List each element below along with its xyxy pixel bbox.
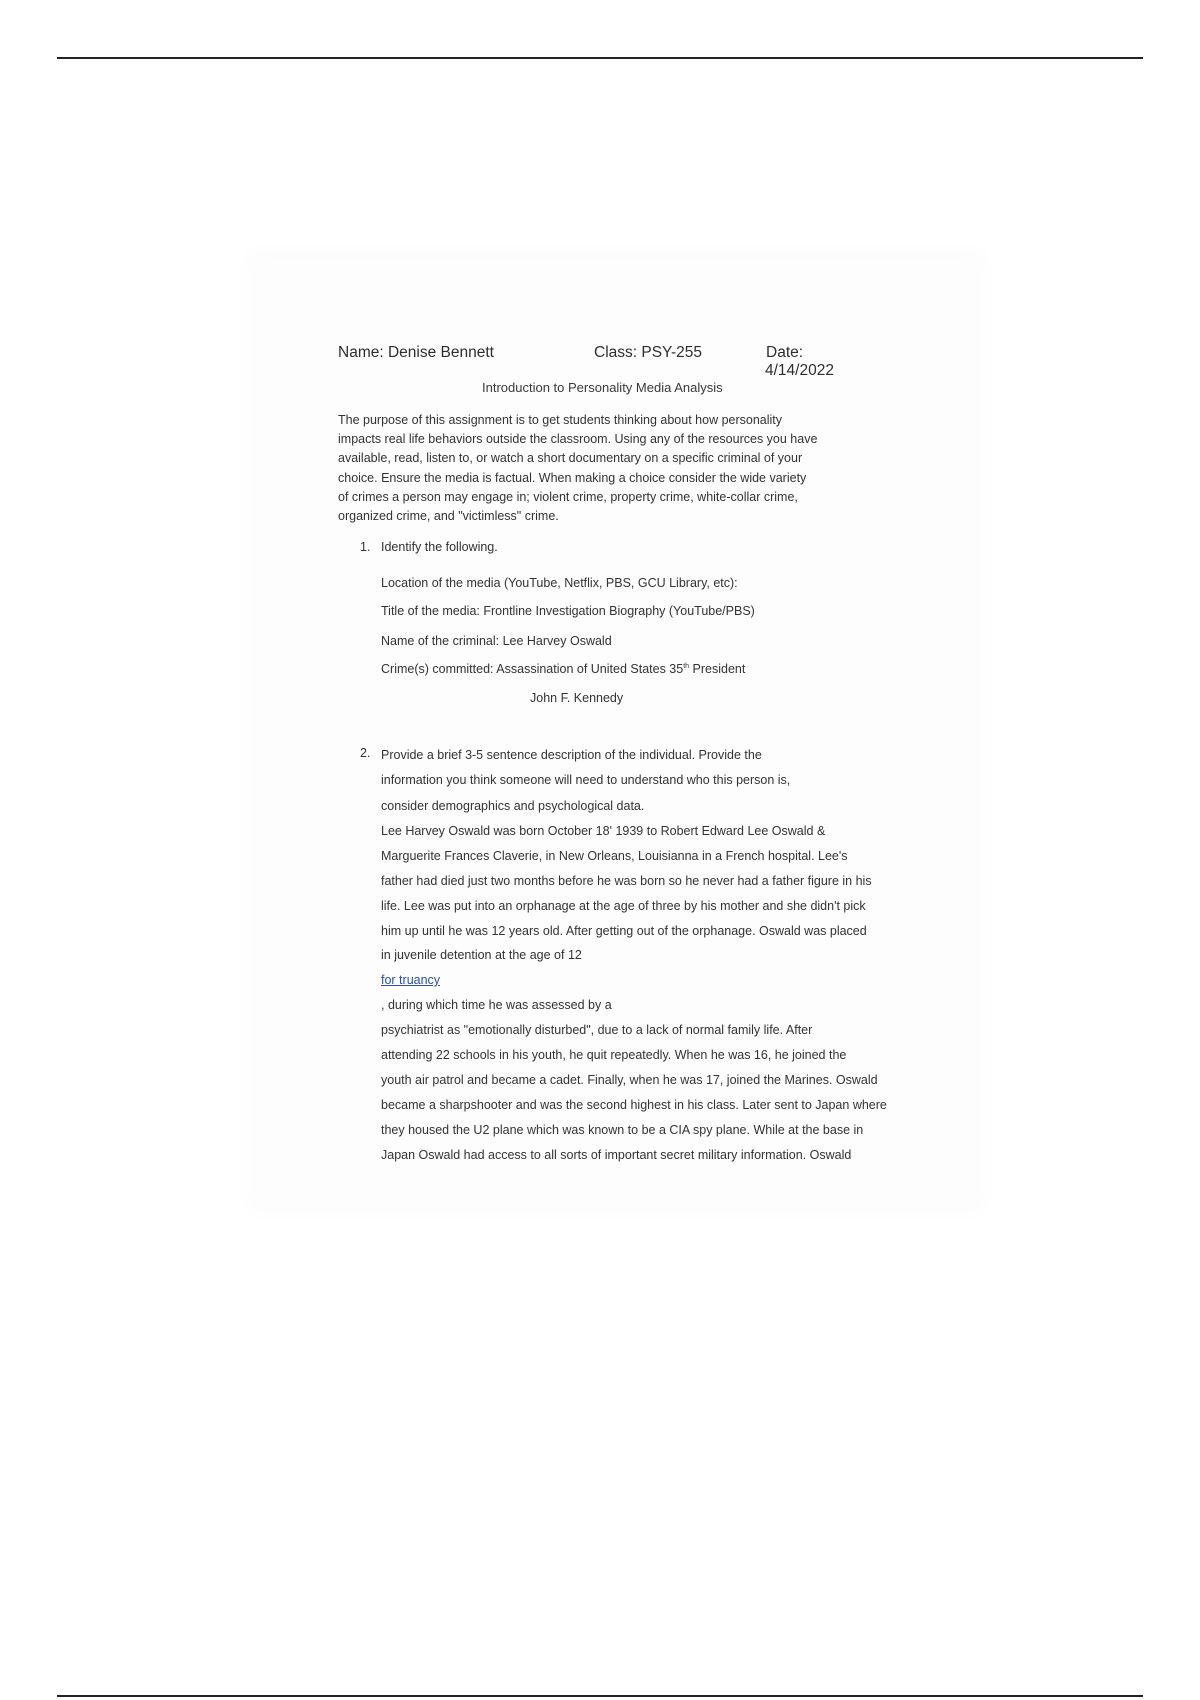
answer-line: Marguerite Frances Claverie, in New Orleans, Louisianna in a French hospital. Lee's [381, 848, 848, 863]
truancy-link[interactable]: for truancy [381, 973, 441, 988]
answer-line: life. Lee was put into an orphanage at the age of three by his mother and she didn't pick [381, 898, 866, 913]
intro-line: organized crime, and "victimless" crime. [338, 509, 559, 524]
question-line: Provide a brief 3-5 sentence description of the individual. Provide the [381, 748, 762, 762]
date-label: Date: [766, 344, 804, 361]
intro-line: impacts real life behaviors outside the classroom. Using any of the resources you have [338, 432, 818, 447]
answer-text: in juvenile detention at the age of 12 [381, 948, 582, 963]
top-rule [57, 57, 1143, 59]
answer-line: Japan Oswald had access to all sorts of important secret military information. Oswald [381, 1147, 852, 1162]
answer-line: youth air patrol and became a cadet. Finally, when he was 17, joined the Marines. Oswald [381, 1072, 878, 1087]
media-location-field: Location of the media (YouTube, Netflix, PBS, GCU Library, etc): [381, 576, 738, 590]
item-2-number: 2. [360, 746, 371, 760]
intro-line: of crimes a person may engage in; violent crime, property crime, white-collar crime, [338, 489, 798, 504]
bottom-rule [57, 1695, 1143, 1697]
class-field: Class: PSY-255 [594, 344, 702, 361]
item-2-body [381, 743, 887, 1168]
ordinal-suffix: th [683, 663, 690, 670]
answer-line: psychiatrist as "emotionally disturbed", due to a lack of normal family life. After [381, 1023, 813, 1038]
answer-line: attending 22 schools in his youth, he quit repeatedly. When he was 16, he joined the [381, 1048, 847, 1063]
crimes-committed-field [381, 662, 745, 676]
question-line: consider demographics and psychological data. [381, 798, 645, 813]
item-1-number: 1. [360, 540, 371, 554]
media-title-field: Title of the media: Frontline Investigation Biography (YouTube/PBS) [381, 604, 755, 618]
answer-text: , during which time he was assessed by a [381, 998, 612, 1013]
answer-line: they housed the U2 plane which was known to be a CIA spy plane. While at the base in [381, 1122, 864, 1137]
crimes-committed-continuation: John F. Kennedy [530, 691, 624, 705]
answer-line-with-link [381, 943, 887, 1018]
student-name: Name: Denise Bennett [338, 344, 494, 361]
intro-line: available, read, listen to, or watch a short documentary on a specific criminal of your [338, 451, 803, 466]
crime-text: Crime(s) committed: Assassination of United States 35 [381, 662, 684, 676]
answer-line: Lee Harvey Oswald was born October 18' 1939 to Robert Edward Lee Oswald & [381, 823, 826, 838]
crime-text-end: President [689, 662, 746, 676]
answer-line: father had died just two months before he was born so he never had a father figure in his [381, 873, 872, 888]
intro-paragraph [338, 411, 898, 526]
item-1-prompt: Identify the following. [381, 540, 498, 554]
answer-line: became a sharpshooter and was the second highest in his class. Later sent to Japan where [381, 1097, 887, 1112]
criminal-name-field: Name of the criminal: Lee Harvey Oswald [381, 634, 612, 648]
intro-line: The purpose of this assignment is to get students thinking about how personality [338, 413, 783, 427]
document-title: Introduction to Personality Media Analysis [482, 380, 723, 395]
answer-line: him up until he was 12 years old. After getting out of the orphanage. Oswald was placed [381, 923, 867, 938]
intro-line: choice. Ensure the media is factual. When making a choice consider the wide variety [338, 470, 807, 485]
question-line: information you think someone will need to understand who this person is, [381, 773, 791, 788]
date-value: 4/14/2022 [765, 362, 834, 379]
